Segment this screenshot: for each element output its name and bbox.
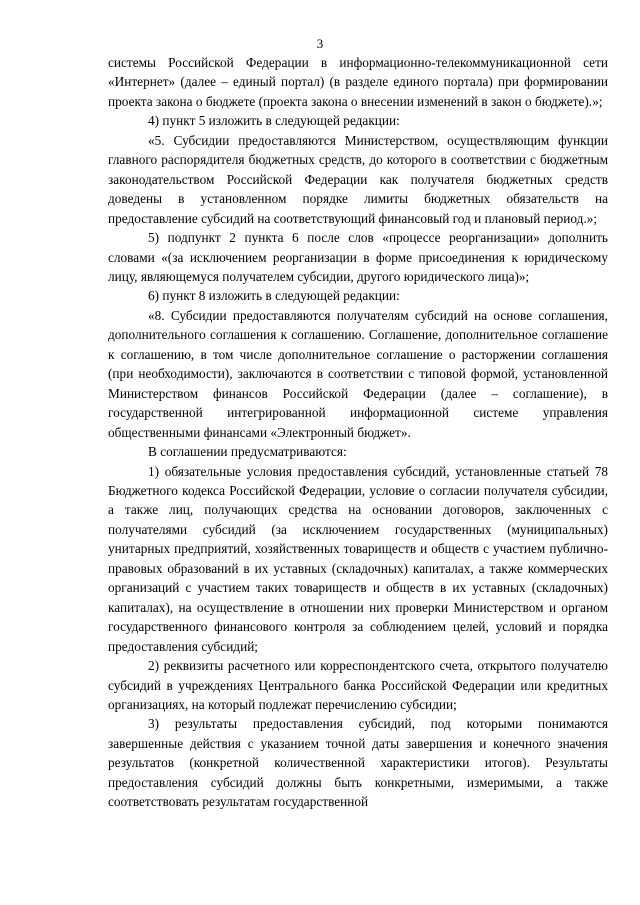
paragraph: 1) обязательные условия предоставления субсидий, установленные статьей 78 Бюджетного кодекса Российской Федерации, условие о согласии получателя субсидии, а также лиц, получающих средства на основании договоров, заключенных с получателями субсидий (за исключением государственных (муниципальных) унитарных предприятий, хозяйственных товариществ и обществ с участием публично-правовых образований в их уставных (складочных) капиталах, а также коммерческих организаций с участием таких товариществ и обществ в их уставных (складочных) капиталах), на осуществление в отношении них проверки Министерством и органом государственного финансового контроля за соблюдением целей, условий и порядка предоставления субсидий; — [108, 463, 608, 654]
page-number: 3 — [316, 36, 324, 51]
paragraph: 6) пункт 8 изложить в следующей редакции: — [148, 288, 400, 304]
paragraph: системы Российской Федерации в информационно-телекоммуникационной сети «Интернет» (далее – единый портал) (в разделе единого портала) при формировании проекта закона о бюджете (проекта закона о внесении изменений в закон о бюджете).»; — [108, 55, 608, 109]
paragraph: 4) пункт 5 изложить в следующей редакции: — [148, 113, 400, 129]
paragraph: «8. Субсидии предоставляются получателям субсидий на основе соглашения, дополнительного соглашения к соглашению. Соглашение, дополнительное соглашение к соглашению, в том числе дополнительное соглашение о расторжении соглашения (при необходимости), заключаются в соответствии с типовой формой, установленной Министерством финансов Российской Федерации (далее – соглашение), в государственной интегрированной информационной системе управления общественными финансами «Электронный бюджет». — [108, 307, 608, 440]
paragraph: 3) результаты предоставления субсидий, под которыми понимаются завершенные действия с указанием точной даты завершения и конечного значения результатов (конкретной количественной характеристики итогов). Результаты предоставления субсидий должны быть конкретными, измеримыми, а также соответствовать результатам государственной — [108, 716, 608, 810]
paragraph: «5. Субсидии предоставляются Министерством, осуществляющим функции главного распорядителя бюджетных средств, до которого в соответствии с бюджетным законодательством Российской Федерации как получателя бюджетных средств доведены в установленном порядке лимиты бюджетных обязательств на предоставление субсидий на соответствующий финансовый год и плановый период.»; — [108, 132, 608, 226]
document-body — [108, 53, 608, 812]
paragraph: В соглашении предусматриваются: — [148, 444, 347, 460]
paragraph: 5) подпункт 2 пункта 6 после слов «процессе реорганизации» дополнить словами «(за исключением реорганизации в форме присоединения к юридическому лицу, являющемуся получателем субсидии, другого юридического лица)»; — [108, 230, 608, 284]
paragraph: 2) реквизиты расчетного или корреспондентского счета, открытого получателю субсидий в учреждениях Центрального банка Российской Федерации или кредитных организациях, на который подлежат перечислению субсидии; — [108, 658, 608, 712]
